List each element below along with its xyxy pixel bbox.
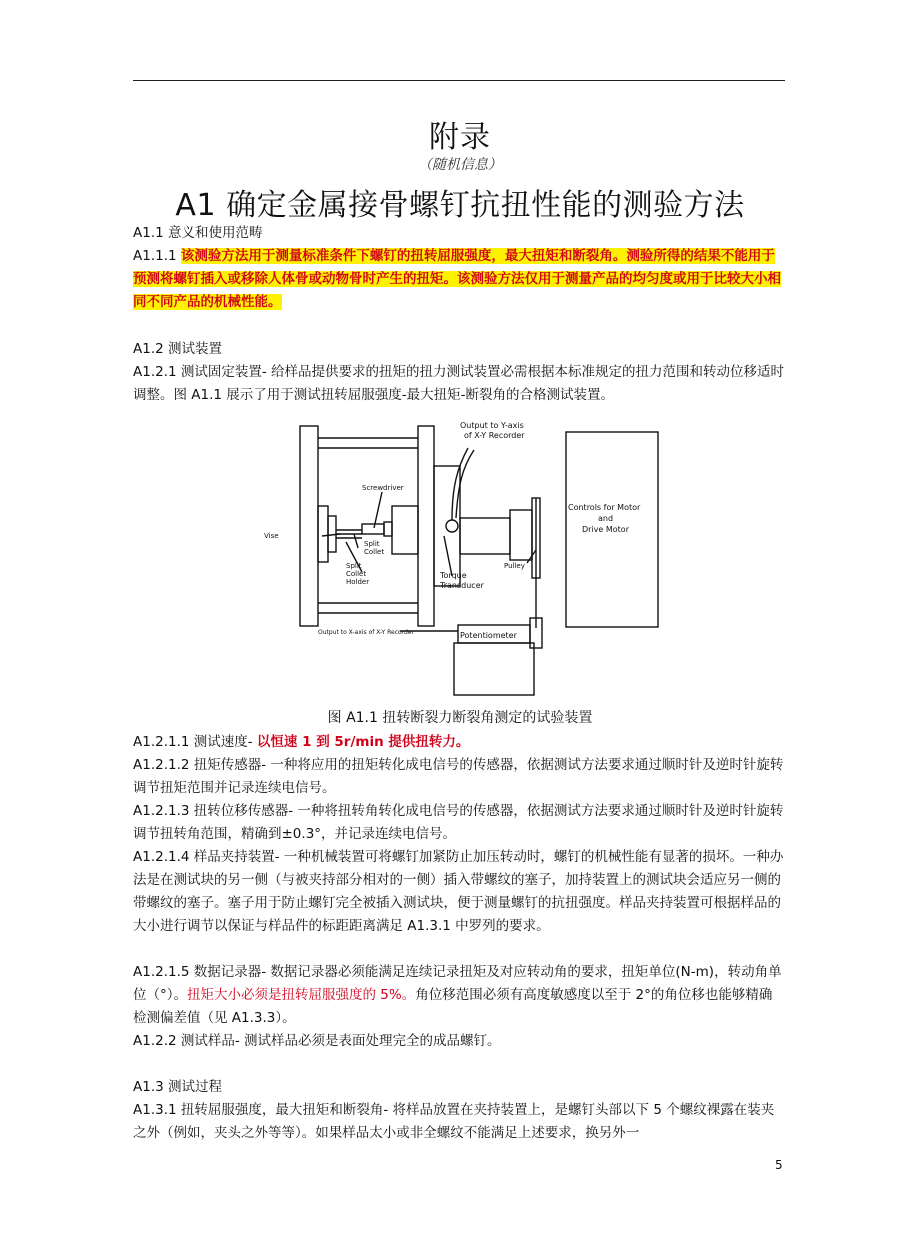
paragraph-data-recorder [133, 961, 785, 1030]
label-holder-3: Holder [346, 578, 370, 586]
paragraph-test-speed [133, 731, 785, 754]
vise-left-post [300, 426, 318, 626]
label-torque-2: Transducer [440, 581, 484, 590]
label-holder-1: Split [346, 562, 362, 570]
label-output-y-2: of X-Y Recorder [464, 431, 525, 440]
paragraph-number: A1.1.1 [133, 248, 177, 264]
paragraph-torque-sensor: A1.2.1.2 扭矩传感器- 一种将应用的扭矩转化成电信号的传感器，依据测试方法要求通过顺时针及逆时针旋转调节扭矩范围并记录连续电信号。 [133, 757, 784, 796]
header-rule [133, 80, 785, 81]
heading-a1-2: A1.2 测试装置 [133, 341, 222, 357]
label-output-y: Output to Y-axis [460, 421, 524, 430]
paragraph-a1-2-1: A1.2.1 测试固定装置- 给样品提供要求的扭矩的扭力测试装置必需根据本标准规定的扭力范围和转动位移适时调整。图 A1.1 展示了用于测试扭转屈服强度-最大扭矩-断裂角的合格测试装置。 [133, 364, 785, 403]
highlighted-text: 该测验方法用于测量标准条件下螺钉的扭转屈服强度，最大扭矩和断裂角。测验所得的结果不能用于预测将螺钉插入或移除人体骨或动物骨时产生的扭矩。该测验方法仅用于测量产品的均匀度或用于比较大小相同不同产品的机械性能。 [133, 248, 781, 310]
label-potentiometer: Potentiometer [460, 631, 517, 640]
paragraph-test-sample: A1.2.2 测试样品- 测试样品必须是表面处理完全的成品螺钉。 [133, 1033, 501, 1049]
paragraph-angle-sensor: A1.2.1.3 扭转位移传感器- 一种将扭转角转化成电信号的传感器，依据测试方法要求通过顺时针及逆时针旋转调节扭转角范围，精确到±0.3°，并记录连续电信号。 [133, 803, 784, 842]
label-screwdriver: Screwdriver [362, 484, 404, 492]
heading-a1-1: A1.1 意义和使用范畴 [133, 225, 263, 241]
paragraph-a1-3-1: A1.3.1 扭转屈服强度，最大扭矩和断裂角- 将样品放置在夹持装置上，是螺钉头部以下 5 个螺纹裸露在装夹之外（例如，夹头之外等等）。如果样品太小或非全螺纹不能满足上述要求，换另外一 [133, 1102, 775, 1141]
appendix-title: 附录 [429, 120, 491, 155]
label-controls-1: Controls for Motor [568, 503, 641, 512]
speed-prefix: A1.2.1.1 测试速度- [133, 734, 257, 750]
torque-transducer-icon [446, 520, 458, 532]
recorder-text-b: 角位移范围必须有高度敏感度以至于 2°的角位移也能够精确检测偏差值（见 A1.3.3）。 [133, 987, 773, 1026]
page-number: 5 [775, 1158, 783, 1172]
recorder-text-a: A1.2.1.5 数据记录器- 数据记录器必须能满足连续记录扭矩及对应转动角的要求，扭矩单位(N-m)，转动角单位（°）。 [133, 964, 782, 1003]
paragraph-a1-1-1 [133, 245, 785, 314]
label-vise: Vise [264, 532, 279, 540]
vise-right-post [418, 426, 434, 626]
figure-caption: 图 A1.1 扭转断裂力断裂角测定的试验装置 [327, 710, 593, 726]
section-heading: A1 确定金属接骨螺钉抗扭性能的测验方法 [175, 188, 745, 223]
recorder-red-text: 扭矩大小必须是扭转屈服强度的 5%。 [187, 987, 416, 1003]
speed-red-text: 以恒速 1 到 5r/min 提供扭转力。 [256, 734, 470, 750]
label-output-x: Output to X-axis of X-Y Recorder [318, 629, 414, 636]
label-torque-1: Torque [440, 571, 467, 580]
label-split-collet-1: Split [364, 540, 380, 548]
appendix-subtitle: （随机信息） [418, 157, 502, 173]
heading-a1-3: A1.3 测试过程 [133, 1079, 222, 1095]
label-pulley: Pulley [504, 562, 525, 570]
paragraph-sample-holder: A1.2.1.4 样品夹持装置- 一种机械装置可将螺钉加紧防止加压转动时，螺钉的机械性能有显著的损坏。一种办法是在测试块的另一侧（与被夹持部分相对的一侧）插入带螺纹的塞子，加持装置上的测试块会适应另一侧的带螺纹的塞子。塞子用于防止螺钉完全被插入测试块，便于测量螺钉的抗扭强度。样品夹持装置可根据样品的大小进行调节以保证与样品件的标距距离满足 A1.3.1 中罗列的要求。 [133, 849, 784, 934]
label-split-collet-2: Collet [364, 548, 385, 556]
transducer-mount [434, 466, 460, 586]
label-controls-2: and [598, 514, 614, 523]
label-holder-2: Collet [346, 570, 367, 578]
label-controls-3: Drive Motor [582, 525, 629, 534]
test-apparatus-figure [264, 418, 662, 700]
